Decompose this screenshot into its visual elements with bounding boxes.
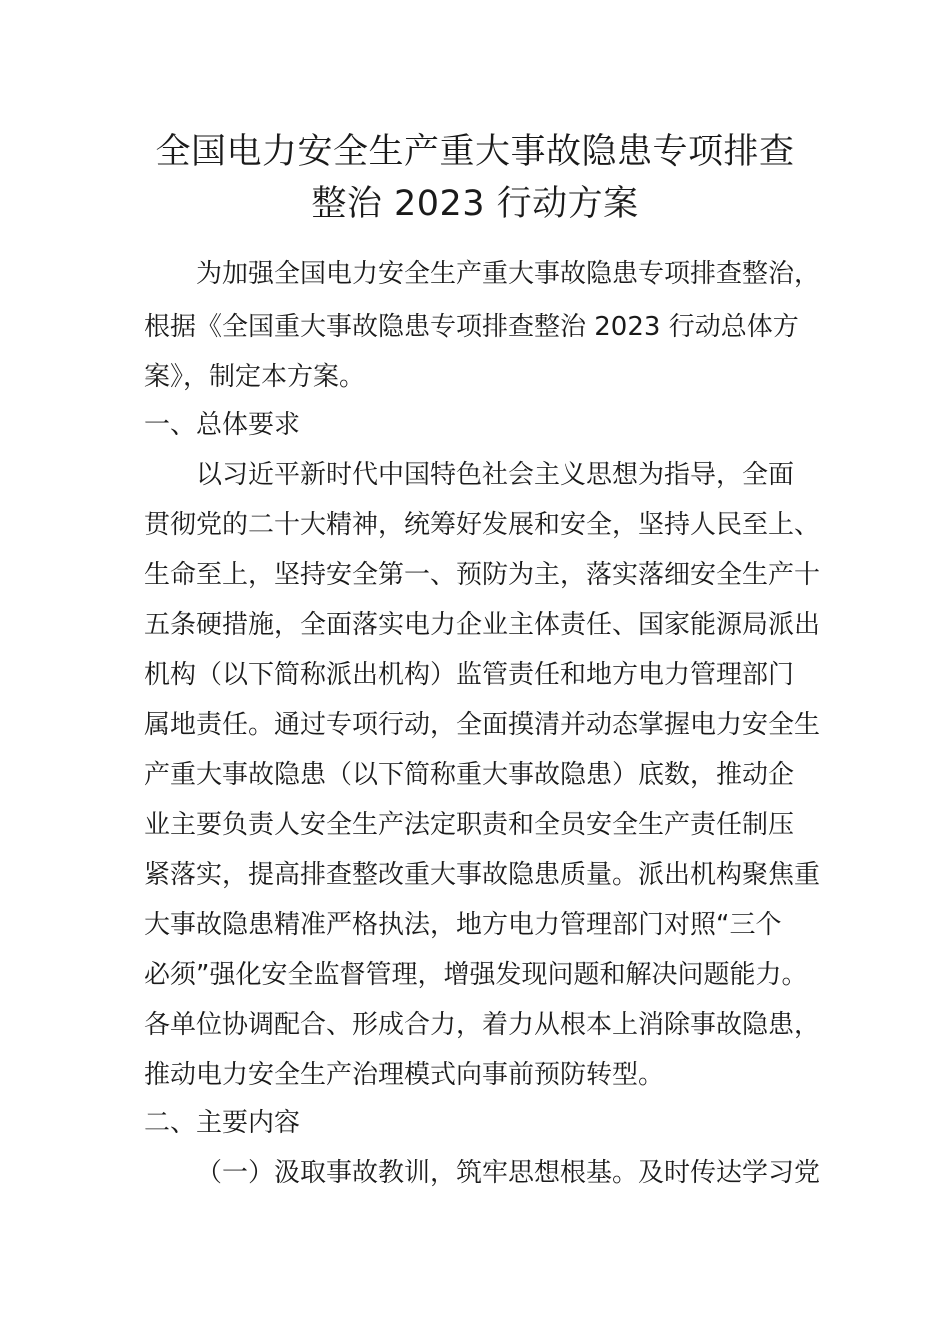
document-title-line-1: 全国电力安全生产重大事故隐患专项排查 <box>155 132 795 172</box>
paragraph-body-line-1: 以习近平新时代中国特色社会主义思想为指导，全面 <box>196 460 795 490</box>
section-heading-1: 一、总体要求 <box>144 410 301 440</box>
paragraph-body-line-12: 各单位协调配合、形成合力，着力从根本上消除事故隐患， <box>144 1010 821 1040</box>
paragraph-body-line-4: 五条硬措施，全面落实电力企业主体责任、国家能源局派出 <box>144 610 821 640</box>
paragraph-intro-line-3: 案》，制定本方案。 <box>144 362 366 392</box>
section-heading-2: 二、主要内容 <box>144 1108 301 1138</box>
paragraph-body-line-13: 推动电力安全生产治理模式向事前预防转型。 <box>144 1060 665 1090</box>
paragraph-body-line-11: 必须”强化安全监督管理，增强发现问题和解决问题能力。 <box>144 960 808 990</box>
paragraph-section2-line-1: （一）汲取事故教训，筑牢思想根基。及时传达学习党 <box>196 1158 821 1188</box>
paragraph-body-line-10: 大事故隐患精准严格执法，地方电力管理部门对照“三个 <box>144 910 782 940</box>
paragraph-intro-line-1: 为加强全国电力安全生产重大事故隐患专项排查整治， <box>196 259 821 289</box>
paragraph-body-line-2: 贯彻党的二十大精神，统筹好发展和安全，坚持人民至上、 <box>144 510 821 540</box>
paragraph-body-line-9: 紧落实，提高排查整改重大事故隐患质量。派出机构聚焦重 <box>144 860 821 890</box>
paragraph-body-line-8: 业主要负责人安全生产法定职责和全员安全生产责任制压 <box>144 810 795 840</box>
paragraph-intro-line-2: 根据《全国重大事故隐患专项排查整治 2023 行动总体方 <box>144 312 799 342</box>
paragraph-body-line-5: 机构（以下简称派出机构）监管责任和地方电力管理部门 <box>144 660 795 690</box>
paragraph-body-line-3: 生命至上，坚持安全第一、预防为主，落实落细安全生产十 <box>144 560 821 590</box>
paragraph-body-line-7: 产重大事故隐患（以下简称重大事故隐患）底数，推动企 <box>144 760 795 790</box>
paragraph-body-line-6: 属地责任。通过专项行动，全面摸清并动态掌握电力安全生 <box>144 710 821 740</box>
document-title-line-2: 整治 2023 行动方案 <box>311 184 639 224</box>
